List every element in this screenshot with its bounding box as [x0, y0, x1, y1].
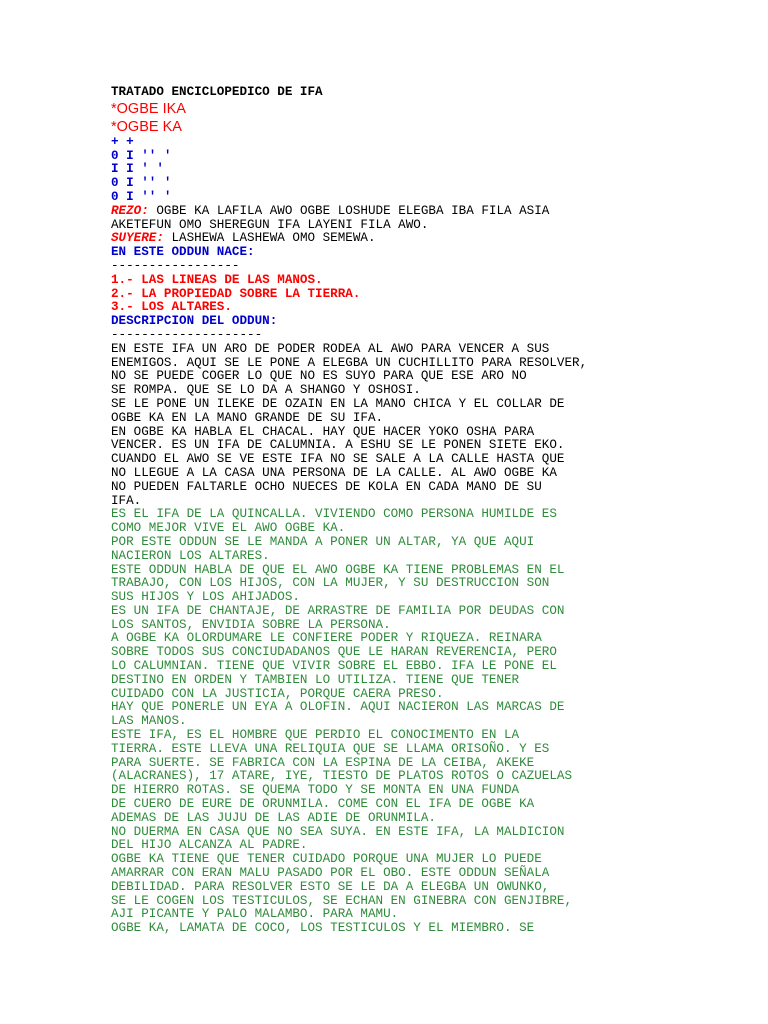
text-line: LO CALUMNIAN. TIENE QUE VIVIR SOBRE EL EBBO. IFA LE PONE EL: [111, 659, 557, 674]
description-green-text: [111, 508, 751, 936]
text-line: ESTE IFA, ES EL HOMBRE QUE PERDIO EL CONOCIMENTO EN LA: [111, 728, 520, 743]
text-line: AJI PICANTE Y PALO MALAMBO. PARA MAMU.: [111, 907, 399, 922]
text-line: NO SE PUEDE COGER LO QUE NO ES SUYO PARA QUE ESE ARO NO: [111, 369, 527, 384]
sign-line: + +: [111, 134, 134, 149]
text-line: PARA SUERTE. SE FABRICA CON LA ESPINA DE LA CEIBA, AKEKE: [111, 755, 535, 770]
sign-line: 0 I '' ': [111, 189, 172, 204]
text-line: OGBE KA, LAMATA DE COCO, LOS TESTICULOS Y EL MIEMBRO. SE: [111, 921, 535, 936]
text-line: EN OGBE KA HABLA EL CHACAL. HAY QUE HACER YOKO OSHA PARA: [111, 424, 535, 439]
text-line: AMARRAR CON ERAN MALU PASADO POR EL OBO. ESTE ODDUN SEÑALA: [111, 866, 550, 881]
separator: -----------------: [111, 258, 240, 273]
oddun-name-1: *OGBE IKA: [111, 100, 186, 117]
text-line: SE LE COGEN LOS TESTICULOS, SE ECHAN EN GINEBRA CON GENJIBRE,: [111, 893, 573, 908]
text-line: ES EL IFA DE LA QUINCALLA. VIVIENDO COMO PERSONA HUMILDE ES: [111, 507, 557, 522]
suyere-label: SUYERE:: [111, 231, 164, 246]
text-line: IFA.: [111, 493, 142, 508]
text-line: ES UN IFA DE CHANTAJE, DE ARRASTRE DE FAMILIA POR DEUDAS CON: [111, 603, 565, 618]
text-line: EN ESTE IFA UN ARO DE PODER RODEA AL AWO PARA VENCER A SUS: [111, 341, 550, 356]
sign-line: 0 I '' ': [111, 148, 172, 163]
oddun-signs: [111, 136, 751, 205]
text-line: SE ROMPA. QUE SE LO DA A SHANGO Y OSHOSI.: [111, 383, 421, 398]
separator: --------------------: [111, 327, 263, 342]
nace-item: 2.- LA PROPIEDAD SOBRE LA TIERRA.: [111, 286, 361, 301]
text-line: NO LLEGUE A LA CASA UNA PERSONA DE LA CALLE. AL AWO OGBE KA: [111, 465, 557, 480]
text-line: HAY QUE PONERLE UN EYA A OLOFIN. AQUI NACIERON LAS MARCAS DE: [111, 700, 565, 715]
text-line: ENEMIGOS. AQUI SE LE PONE A ELEGBA UN CUCHILLITO PARA RESOLVER,: [111, 355, 588, 370]
text-line: NO DUERMA EN CASA QUE NO SEA SUYA. EN ESTE IFA, LA MALDICION: [111, 824, 565, 839]
sign-line: 0 I '' ': [111, 176, 172, 191]
text-line: OGBE KA EN LA MANO GRANDE DE SU IFA.: [111, 410, 384, 425]
text-line: CUANDO EL AWO SE VE ESTE IFA NO SE SALE A LA CALLE HASTA QUE: [111, 452, 565, 467]
nace-heading: EN ESTE ODDUN NACE:: [111, 245, 255, 260]
text-line: SE LE PONE UN ILEKE DE OZAIN EN LA MANO CHICA Y EL COLLAR DE: [111, 396, 565, 411]
text-line: SOBRE TODOS SUS CONCIUDADANOS QUE LE HARAN REVERENCIA, PERO: [111, 645, 557, 660]
text-line: (ALACRANES), 17 ATARE, IYE, TIESTO DE PLATOS ROTOS O CAZUELAS: [111, 769, 573, 784]
text-line: NACIERON LOS ALTARES.: [111, 548, 270, 563]
text-line: OGBE KA TIENE QUE TENER CUIDADO PORQUE UNA MUJER LO PUEDE: [111, 852, 542, 867]
text-line: NO PUEDEN FALTARLE OCHO NUECES DE KOLA EN CADA MANO DE SU: [111, 479, 542, 494]
document-page: [111, 86, 751, 936]
sign-line: I I ' ': [111, 162, 164, 177]
text-line: CUIDADO CON LA JUSTICIA, PORQUE CAERA PRESO.: [111, 686, 444, 701]
text-line: ESTE ODDUN HABLA DE QUE EL AWO OGBE KA TIENE PROBLEMAS EN EL: [111, 562, 565, 577]
text-line: LAS MANOS.: [111, 714, 187, 729]
description-black-text: [111, 343, 751, 509]
descripcion-heading: DESCRIPCION DEL ODDUN:: [111, 314, 278, 329]
text-line: VENCER. ES UN IFA DE CALUMNIA. A ESHU SE LE PONEN SIETE EKO.: [111, 438, 565, 453]
text-line: A OGBE KA OLORDUMARE LE CONFIERE PODER Y RIQUEZA. REINARA: [111, 631, 542, 646]
text-line: LOS SANTOS, ENVIDIA SOBRE LA PERSONA.: [111, 617, 391, 632]
document-title: TRATADO ENCICLOPEDICO DE IFA: [111, 85, 323, 99]
rezo-label: REZO:: [111, 203, 149, 218]
text-line: DE HIERRO ROTAS. SE QUEMA TODO Y SE MONTA EN UNA FUNDA: [111, 783, 520, 798]
rezo-line-1: [111, 205, 751, 219]
text-line: TRABAJO, CON LOS HIJOS, CON LA MUJER, Y SU DESTRUCCION SON: [111, 576, 550, 591]
rezo-text: OGBE KA LAFILA AWO OGBE LOSHUDE ELEGBA IBA FILA ASIA: [148, 203, 550, 218]
nace-item: 3.- LOS ALTARES.: [111, 300, 232, 315]
oddun-name-2: *OGBE KA: [111, 118, 182, 135]
text-line: COMO MEJOR VIVE EL AWO OGBE KA.: [111, 521, 346, 536]
text-line: DEBILIDAD. PARA RESOLVER ESTO SE LE DA A ELEGBA UN OWUNKO,: [111, 879, 550, 894]
nace-item: 1.- LAS LINEAS DE LAS MANOS.: [111, 272, 323, 287]
text-line: DE CUERO DE EURE DE ORUNMILA. COME CON EL IFA DE OGBE KA: [111, 797, 535, 812]
text-line: DEL HIJO ALCANZA AL PADRE.: [111, 838, 308, 853]
text-line: ADEMAS DE LAS JUJU DE LAS ADIE DE ORUNMILA.: [111, 810, 436, 825]
rezo-line-2: AKETEFUN OMO SHEREGUN IFA LAYENI FILA AWO.: [111, 217, 429, 232]
text-line: SUS HIJOS Y LOS AHIJADOS.: [111, 590, 300, 605]
text-line: POR ESTE ODDUN SE LE MANDA A PONER UN ALTAR, YA QUE AQUI: [111, 534, 535, 549]
text-line: DESTINO EN ORDEN Y TAMBIEN LO UTILIZA. TIENE QUE TENER: [111, 672, 520, 687]
text-line: TIERRA. ESTE LLEVA UNA RELIQUIA QUE SE LLAMA ORISOÑO. Y ES: [111, 741, 550, 756]
suyere-line: [111, 232, 751, 246]
suyere-text: LASHEWA LASHEWA OMO SEMEWA.: [163, 231, 376, 246]
